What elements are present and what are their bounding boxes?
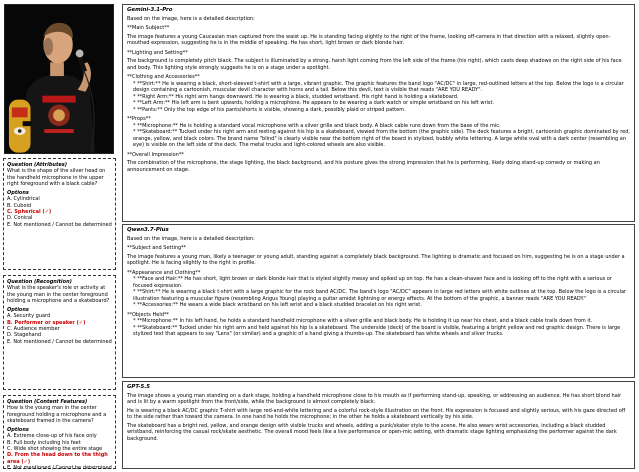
question-title: Question (Content Features) <box>7 399 88 405</box>
panel-title: Qwen3.7-Plus <box>127 227 169 233</box>
option-b: B. Full body including his feet <box>7 439 81 446</box>
question-text: How is the young man in the center foreground holding a microphone and a skateboard framed in the camera? <box>7 405 107 424</box>
panel-paragraph: He is wearing a black AC/DC graphic T-shirt with large red-and-white lettering and a colorful rock-style illustration on the front. His expression is focused and slightly serious, with his gaze directed off to the side rather than toward the camera. In one hand he holds the microphone; in the other he holds a skateboard vertically by his side. <box>127 407 626 420</box>
panel-paragraph: The image features a young Caucasian man captured from the waist up. He is standing facing slightly to the right of the frame, looking off-camera in that direction with a relaxed, slightly open-mouthed expression, suggesting he is in the middle of speaking. He has short, light brown or dark blonde hair. <box>127 33 611 46</box>
bullet-item: * **Face and Hair:** He has short, light brown or dark blonde hair that is styled slightly messy and spiked up on top. He has a clean-shaven face and is looking off to the right with a serious or focused expression. <box>133 276 612 289</box>
options-label: Options <box>7 190 29 197</box>
question-text: What is the shape of the silver head on the handheld microphone in the upper right foreground with a black cable? <box>7 168 106 187</box>
option-c-correct: C. Spherical (✓) <box>7 209 52 216</box>
option-d: D. Stagehand <box>7 332 42 339</box>
option-b-correct: B. Performer or speaker (✓) <box>7 319 86 326</box>
option-a: A. Extreme close-up of his face only <box>7 433 97 440</box>
section-heading: **Props** <box>127 116 151 122</box>
section-heading: **Subject and Setting** <box>127 245 187 251</box>
section-heading: **Main Subject** <box>127 25 170 31</box>
section-heading: **Appearance and Clothing** <box>127 269 201 276</box>
panel-paragraph: The image shows a young man standing on a dark stage, holding a handheld microphone close to his mouth as if performing stand-up, speaking, or addressing an audience. He has short blond hair and is lit by a warm spotlight from the front/side, while the background is almost completely black. <box>127 392 622 405</box>
option-c: C. Audience member <box>7 326 60 333</box>
bullet-item: * **Shirt:** He is wearing a black, short-sleeved t-shirt with a large, vibrant graphic. The graphic features the band logo "AC/DC" in large, red-outlined letters at the top. Below the logo is a circular design containing a cartoonish, muscular devil character with horns and a tail. Below this devil, text is visible that reads "ARE YOU READY". <box>133 80 624 93</box>
panel-intro: Based on the image, here is a detailed description: <box>127 235 255 242</box>
bullet-item: * **Skateboard:** Tucked under his right arm and resting against his hip is a skateboard, viewed from the bottom (the graphic side). The deck features a bright, cartoonish graphic dominated by red, orange, yellow, and black colors. The brand name "blind" is clearly visible near the bottom right of the board in stylized, bubbly white lettering. A large white oval with a dark center (resembling an eye) is visible on the left side of the deck. The metal trucks and light-colored wheels are also visible. <box>133 129 630 148</box>
performer-illustration <box>5 5 113 153</box>
options-label: Options <box>7 307 29 314</box>
question-box-recognition <box>3 275 116 390</box>
answer-panel-gpt <box>122 381 635 469</box>
bullet-item: * **Microphone:** He is holding a standard vocal microphone with a silver grille and black body. A black cable runs down from the base of the mic. <box>133 122 501 129</box>
options-label: Options <box>7 427 29 434</box>
bullet-item: * **Microphone:** In his left hand, he holds a standard handheld microphone with a silver grille and black body. He is holding it up near his chest, and a black cable trails down from it. <box>133 318 593 324</box>
panel-title: GPT-5.5 <box>127 384 151 390</box>
option-e: E. Not mentioned / Cannot be determined <box>7 464 112 471</box>
panel-paragraph: The skateboard has a bright red, yellow, and orange design with visible trucks and wheels, adding a punk/skater style to the scene. He also wears wrist accessories, including a black studded wristband, reinforcing the casual rock/skate aesthetic. The overall mood feels like a live performance or open-mic setting, with dramatic stage lighting emphasizing the performer against the dark background. <box>127 422 617 442</box>
bullet-item: * **Skateboard:** Tucked under his right arm and held against his hip is a skateboard. The underside (deck) of the board is visible, featuring a bright yellow and red graphic design. There is large stylized text that appears to say "Lens" (or similar) and a graphic of a hand giving a thumbs-up. The skateboard has white wheels and silver trucks. <box>133 324 621 337</box>
option-e: E. Not mentioned / Cannot be determined <box>7 338 112 345</box>
option-a: A. Security guard <box>7 313 51 320</box>
option-a: A. Cylindrical <box>7 196 40 203</box>
answer-panel-gemini <box>122 4 635 222</box>
option-e: E. Not mentioned / Cannot be determined <box>7 221 112 228</box>
section-heading: **Clothing and Accessories** <box>127 74 200 80</box>
bullet-item: * **Right Arm:** His right arm hangs downward. He is wearing a black, studded wristband. His right hand is holding a skateboard. <box>133 93 459 100</box>
question-box-attributes <box>3 158 116 270</box>
panel-paragraph: The image features a young man, likely a teenager or young adult, standing against a completely black background. The lighting is dramatic and focused on him, suggesting he is on a stage under a spotlight. He is facing slightly to the right in profile. <box>127 253 625 266</box>
panel-intro: Based on the image, here is a detailed description: <box>127 15 255 22</box>
panel-paragraph: The background is completely pitch black. The subject is illuminated by a strong, harsh light coming from the left side of the frame (his right), which casts deep shadows on the right side of his face and body. This lighting style strongly suggests he is on a stage under a spotlight. <box>127 58 622 71</box>
performer-photo <box>4 4 114 154</box>
section-heading: **Lighting and Setting** <box>127 49 188 56</box>
section-heading: **Objects Held** <box>127 311 169 318</box>
option-d: D. Conical <box>7 215 33 222</box>
bullet-item: * **Left Arm:** His left arm is bent upwards, holding a microphone. He appears to be wearing a dark watch or simple wristband on his left wrist. <box>133 100 495 106</box>
question-title: Question (Recognition) <box>7 279 72 285</box>
option-d-correct: D. From the head down to the thigh area (✓) <box>7 452 108 465</box>
panel-paragraph: The combination of the microphone, the stage lighting, the black background, and his posture gives the strong impression that he is performing, likely doing stand-up comedy or making an announcement on stage. <box>127 160 600 173</box>
bullet-item: * **Pants:** Only the top edge of his pants/shorts is visible, showing a dark, possibly plaid or striped pattern. <box>133 106 406 113</box>
bullet-item: * **Shirt:** He is wearing a black t-shirt with a large graphic for the rock band AC/DC. The band's logo "AC/DC" appears in large red letters with white outlines at the top. Below the logo is a circular illustration featuring a muscular figure (resembling Angus Young) playing a guitar amidst lightning or energy effects. At the bottom of the graphic, a banner reads "ARE YOU READY." <box>133 289 627 302</box>
bullet-item: * **Accessories:** He wears a wide black wristband on his left wrist and a black studded bracelet on his right wrist. <box>133 302 422 308</box>
panel-title: Gemini-3.1-Pro <box>127 7 173 13</box>
question-title: Question (Attributes) <box>7 162 68 168</box>
question-box-content-features <box>3 395 116 469</box>
option-c: C. Wide shot showing the entire stage <box>7 446 103 453</box>
answer-panel-qwen <box>122 224 635 378</box>
option-b: B. Cuboid <box>7 202 32 209</box>
section-heading: **Overall Impression** <box>127 151 184 158</box>
question-text: What is the speaker's role or activity at the young man in the center foreground holding a microphone and a skateboard? <box>7 285 110 304</box>
